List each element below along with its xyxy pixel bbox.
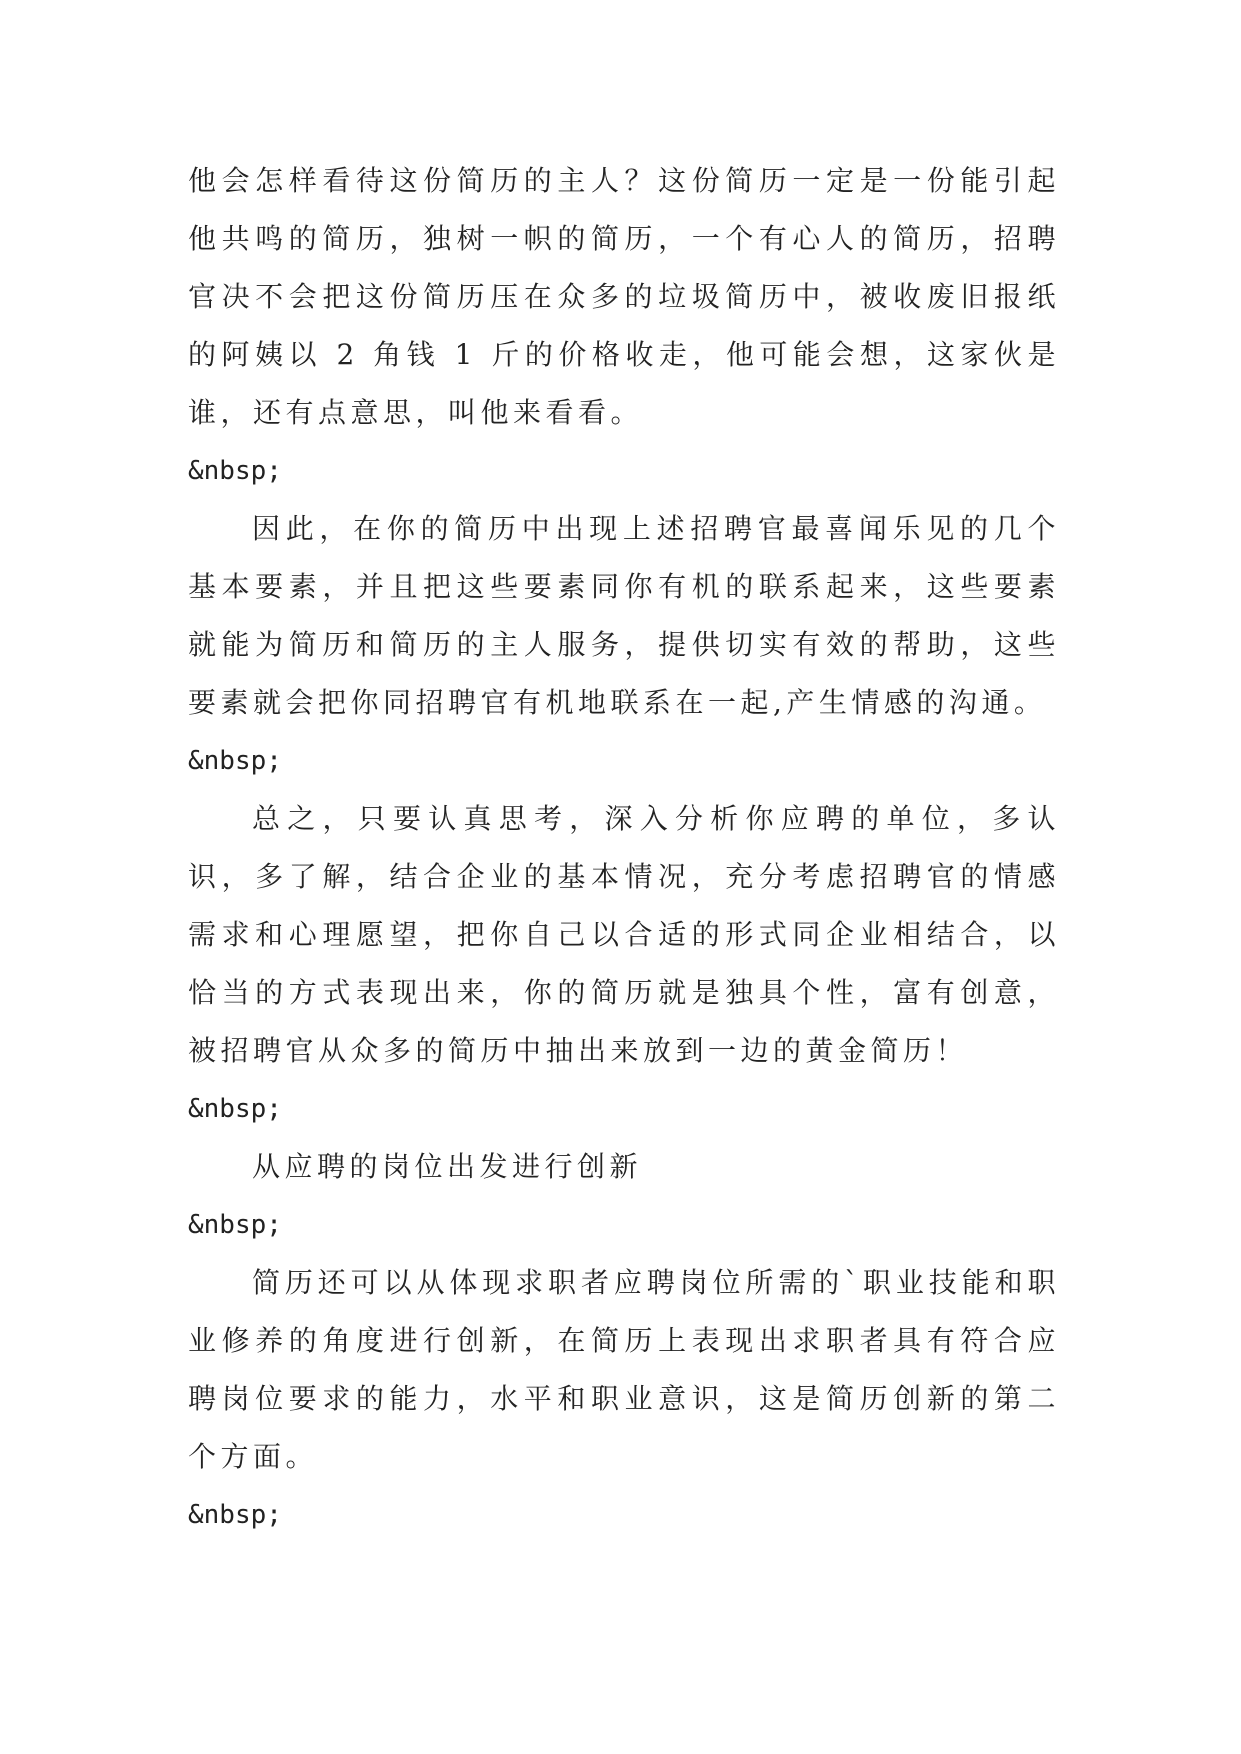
paragraph-in-summary: 总之，只要认真思考，深入分析你应聘的单位，多认识，多了解，结合企业的基本情况，充分考虑招聘官的情感需求和心理愿望，把你自己以合适的形式同企业相结合，以恰当的方式表现出来，你的简历就是独具个性，富有创意，被招聘官从众多的简历中抽出来放到一边的黄金简历！ xyxy=(188,802,1060,1067)
paragraph-continuation: 他会怎样看待这份简历的主人？这份简历一定是一份能引起他共鸣的简历，独树一帜的简历，一个有心人的简历，招聘官决不会把这份简历压在众多的垃圾简历中，被收废旧报纸的阿姨以 2 角钱 1 斤的价格收走，他可能会想，这家伙是谁，还有点意思，叫他来看看。 xyxy=(188,164,1060,429)
nbsp-line: &nbsp; xyxy=(188,746,282,776)
section-heading: 从应聘的岗位出发进行创新 xyxy=(252,1150,643,1183)
nbsp-line: &nbsp; xyxy=(188,456,282,486)
paragraph-position-innovation: 简历还可以从体现求职者应聘岗位所需的`职业技能和职业修养的角度进行创新，在简历上表现出求职者具有符合应聘岗位要求的能力，水平和职业意识，这是简历创新的第二个方面。 xyxy=(188,1266,1060,1473)
nbsp-line: &nbsp; xyxy=(188,1094,282,1124)
paragraph-therefore: 因此，在你的简历中出现上述招聘官最喜闻乐见的几个基本要素，并且把这些要素同你有机的联系起来，这些要素就能为简历和简历的主人服务，提供切实有效的帮助，这些要素就会把你同招聘官有机地联系在一起,产生情感的沟通。 xyxy=(188,512,1060,719)
document-body xyxy=(188,152,1060,1544)
nbsp-line: &nbsp; xyxy=(188,1210,282,1240)
nbsp-line: &nbsp; xyxy=(188,1500,282,1530)
